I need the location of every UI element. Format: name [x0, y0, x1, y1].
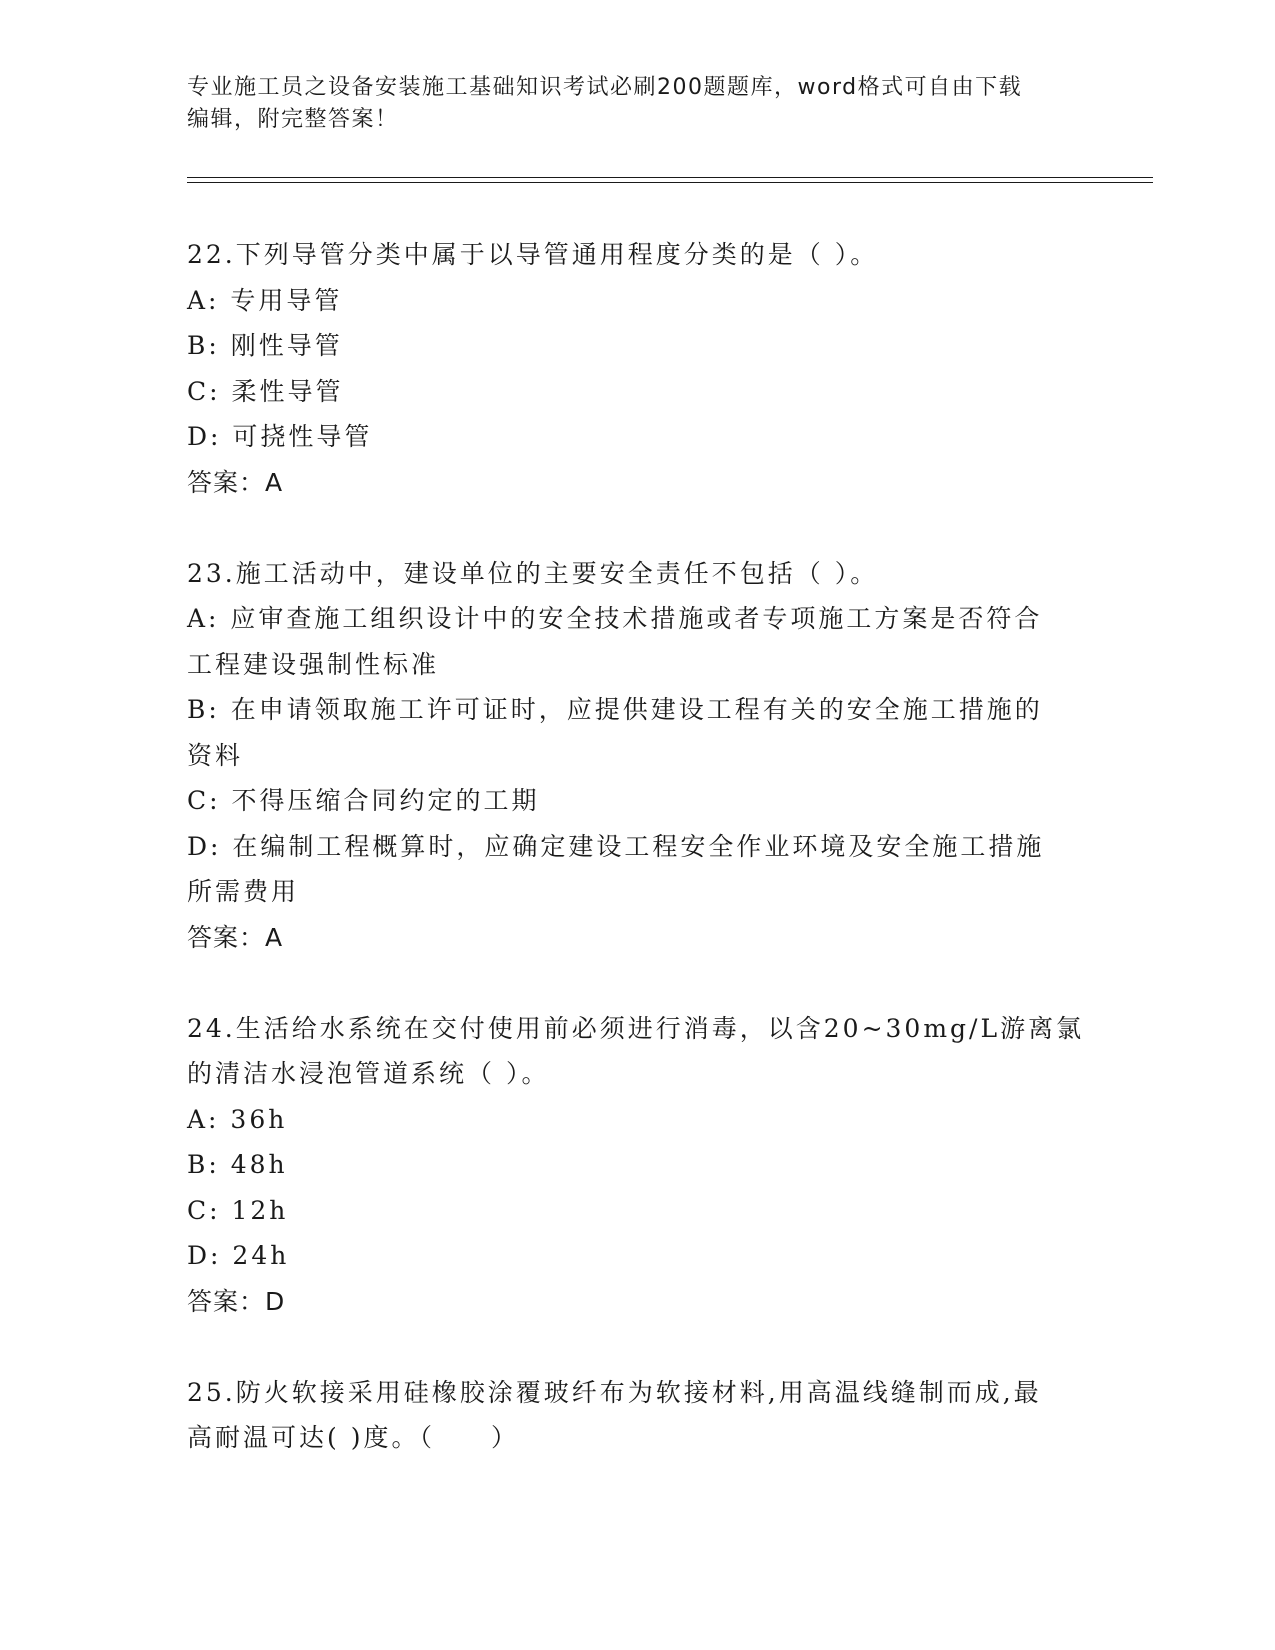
question-spacer — [187, 1324, 1087, 1370]
answer-line: 答案：A — [187, 467, 284, 497]
option-b-continued: 资料 — [187, 740, 244, 770]
question-stem-continued: 的清洁水浸泡管道系统（ ）。 — [187, 1059, 550, 1088]
option-a-continued: 工程建设强制性标准 — [187, 649, 440, 679]
question-block — [187, 232, 1087, 505]
option-c: C: 不得压缩合同约定的工期 — [187, 786, 540, 815]
option-b: B: 48h — [187, 1150, 288, 1179]
question-stem: 24.生活给水系统在交付使用前必须进行消毒，以含20~30mg/L游离氯 — [187, 1013, 1085, 1043]
question-spacer — [187, 505, 1087, 551]
question-spacer — [187, 960, 1087, 1006]
header-title-line-2: 编辑，附完整答案！ — [187, 107, 399, 132]
question-block — [187, 1370, 1087, 1461]
option-d: D: 可挠性导管 — [187, 422, 373, 451]
option-b: B: 刚性导管 — [187, 331, 343, 360]
option-a: A: 应审查施工组织设计中的安全技术措施或者专项施工方案是否符合 — [187, 604, 1043, 633]
question-stem: 23.施工活动中，建设单位的主要安全责任不包括（ ）。 — [187, 558, 879, 588]
option-d: D: 在编制工程概算时，应确定建设工程安全作业环境及安全施工措施 — [187, 831, 1045, 861]
option-d-continued: 所需费用 — [187, 877, 300, 906]
header-divider-bottom — [187, 182, 1153, 183]
header-divider-top — [187, 177, 1153, 178]
question-stem: 25.防火软接采用硅橡胶涂覆玻纤布为软接材料,用高温线缝制而成,最 — [187, 1377, 1042, 1407]
option-c: C: 柔性导管 — [187, 376, 344, 406]
question-block — [187, 1006, 1087, 1325]
answer-line: 答案：D — [187, 1286, 286, 1316]
question-list — [187, 232, 1087, 1461]
option-b: B: 在申请领取施工许可证时，应提供建设工程有关的安全施工措施的 — [187, 695, 1043, 724]
option-c: C: 12h — [187, 1195, 289, 1225]
question-block — [187, 551, 1087, 961]
option-a: A: 专用导管 — [187, 285, 343, 315]
answer-line: 答案：A — [187, 922, 284, 952]
option-a: A: 36h — [187, 1104, 288, 1134]
header-title-line-1: 专业施工员之设备安装施工基础知识考试必刷200题题库，word格式可自由下载 — [187, 75, 1023, 100]
document-header — [187, 72, 1067, 136]
question-stem-continued: 高耐温可达( )度。（ ） — [187, 1423, 519, 1452]
option-d: D: 24h — [187, 1241, 290, 1270]
question-stem: 22.下列导管分类中属于以导管通用程度分类的是（ ）。 — [187, 240, 879, 269]
